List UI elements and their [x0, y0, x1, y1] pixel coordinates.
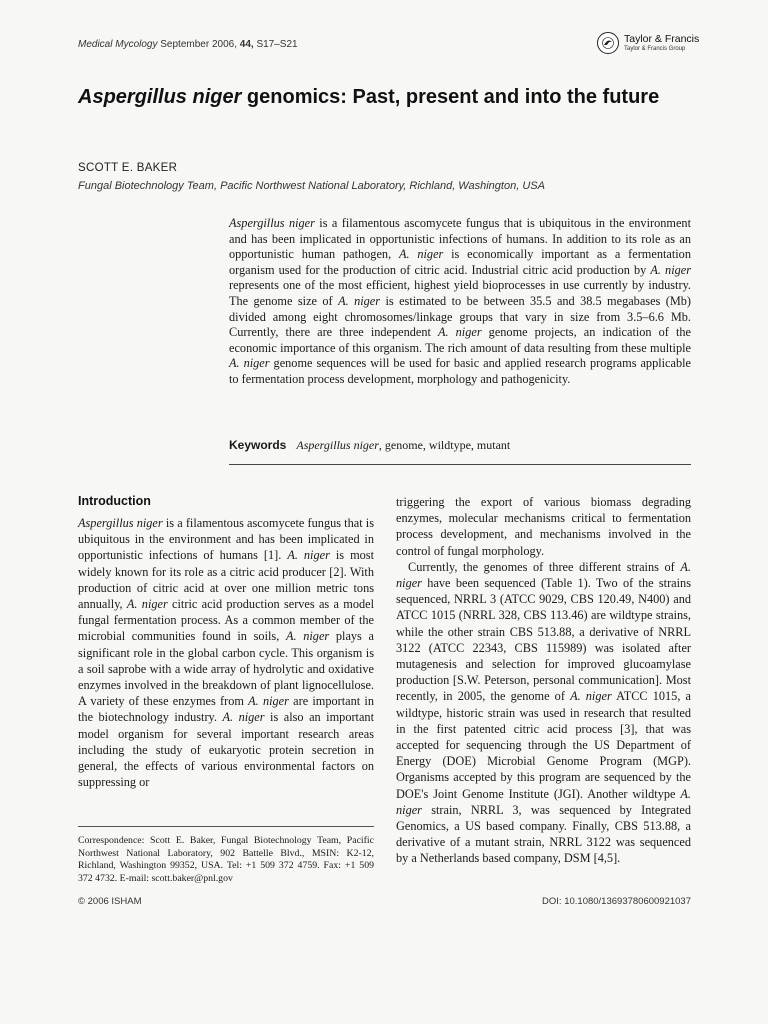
doi-link[interactable]: DOI: 10.1080/13693780600921037 — [542, 896, 691, 907]
title-rest: genomics: Past, present and into the future — [241, 86, 660, 108]
keyword-list: , genome, wildtype, mutant — [378, 438, 511, 452]
body-text: ATCC 1015, a wildtype, historic strain was used in research that resulted in the first patented citric acid process [3], that was accepted for sequencing through the US Department of Energy (DOE) Microbial Genome Program (MGP). Organisms accepted by this program are sequenced by the DOE's Joint Genome Institute (JGI). Another wildtype — [396, 689, 691, 801]
abstract-text: is estimated to be between 35.5 and 38.5 megabases (Mb) divided among eight chromosomes/linkage groups that vary in size from 3.5–6.6 Mb. Currently, there are three independent — [229, 293, 691, 340]
right-column — [396, 494, 691, 867]
keywords — [229, 438, 691, 453]
species-name: A. niger — [287, 548, 330, 563]
author-name: SCOTT E. BAKER — [78, 162, 178, 174]
journal-citation — [78, 39, 298, 50]
abstract — [229, 216, 691, 388]
body-text: is most widely known for its role as a citric acid producer [2]. With production of citric acid at over one million metric tons annually, — [78, 548, 374, 612]
author-affiliation: Fungal Biotechnology Team, Pacific Northwest National Laboratory, Richland, Washington, USA — [78, 180, 545, 192]
footnote-divider — [78, 826, 374, 827]
body-text: citric acid production serves as a model fungal fermentation process. As a common member of the microbial communities found in soils, — [78, 597, 374, 644]
keyword-species: Aspergillus niger — [296, 438, 379, 452]
body-text: Currently, the genomes of three different strains of — [408, 559, 681, 574]
species-name: A. niger — [222, 710, 265, 725]
abstract-species: A. niger — [650, 262, 692, 277]
title-species: Aspergillus niger — [78, 86, 242, 108]
body-text: is a filamentous ascomycete fungus that is ubiquitous in the environment and has been implicated in opportunistic infections of humans [1]. — [78, 516, 374, 563]
abstract-species: A. niger — [398, 247, 444, 262]
copyright-notice: © 2006 ISHAM — [78, 896, 142, 907]
abstract-divider — [229, 464, 691, 465]
abstract-text: genome sequences will be used for basic and applied research programs applicable to fermentation process development, morphology and pathogenicity. — [229, 356, 692, 386]
body-text: plays a significant role in the global carbon cycle. This organism is a soil saprobe with a wide array of hydrolytic and oxidative enzymes involved in the breakdown of plant lignocellulose. A variety of these enzymes from — [78, 629, 374, 709]
abstract-species: A. niger — [229, 356, 270, 371]
body-text: are important in the biotechnology industry. — [78, 694, 374, 725]
publisher-emblem-icon — [597, 32, 619, 54]
abstract-text: is a filamentous ascomycete fungus that is ubiquitous in the environment and has been implicated in opportunistic infections of humans. In addition to its role as an opportunistic human pathogen, — [229, 216, 691, 262]
abstract-species: A. niger — [338, 293, 381, 308]
issue-date: September 2006, — [160, 39, 237, 50]
section-heading-introduction: Introduction — [78, 494, 151, 508]
page-range: S17–S21 — [256, 39, 298, 50]
species-name: A. niger — [285, 629, 330, 644]
publisher-logo-block — [597, 32, 699, 54]
correspondence-footnote: Correspondence: Scott E. Baker, Fungal Biotechnology Team, Pacific Northwest National Laboratory, 902 Battelle Blvd., MSIN: K2-12, Richland, Washington 99352, USA. Tel: +1 509 372 4759. Fax: +1 509 372 4732. E-mail: scott.baker@pnl.gov — [78, 835, 374, 884]
left-column — [78, 494, 374, 790]
publisher-name: Taylor & Francis — [624, 33, 700, 46]
abstract-text: is economically important as a fermentation organism used for the production of citric acid. Industrial citric acid production by — [229, 247, 691, 277]
body-text: is also an important model organism for several important research areas including the study of eukaryotic protein secretion in general, the effects of various environmental factors on suppressing or — [78, 710, 374, 790]
publisher-group: Taylor & Francis Group — [624, 45, 686, 52]
abstract-text: genome projects, an indication of the economic importance of this organism. The rich amount of data resulting from these multiple — [229, 325, 691, 355]
continued-paragraph: triggering the export of various biomass degrading enzymes, molecular mechanisms critical to fermentation process development, and mechanisms involved in the control of fungal morphology. — [396, 495, 691, 558]
journal-name: Medical Mycology — [78, 39, 158, 50]
volume-number: 44, — [239, 39, 254, 50]
abstract-species: A. niger — [438, 325, 482, 340]
page-title — [78, 84, 678, 111]
abstract-species: Aspergillus niger — [229, 216, 315, 230]
species-name: A. niger — [396, 786, 691, 817]
body-text: strain, NRRL 3, was sequenced by Integrated Genomics, a US based company. Finally, CBS 513.88, a derivative of a mutant strain, NRRL 3122 was sequenced by a Netherlands based company, DSM [4,5]. — [396, 802, 691, 866]
genomes-paragraph — [396, 559, 691, 867]
intro-paragraph — [78, 515, 374, 790]
species-name: Aspergillus niger — [78, 516, 163, 530]
species-name: A. niger — [570, 689, 612, 704]
species-name: A. niger — [248, 694, 289, 709]
species-name: A. niger — [396, 559, 691, 591]
abstract-text: represents one of the most efficient, highest yield bioprocesses in use currently by industry. The genome size of — [229, 278, 691, 308]
body-text: have been sequenced (Table 1). Two of the strains sequenced, NRRL 3 (ATCC 9029, CBS 120.49, N400) and ATCC 1015 (NRRL 328, CBS 113.46) are wildtype strains, while the other strain CBS 513.88, a derivative of NRRL 3122 (ATCC 22343, CBS 115989) was isolated after mutagenesis and selection for improved glucoamylase production [S.W. Peterson, personal communication]. Most recently, in 2005, the genome of — [396, 576, 691, 704]
keywords-label: Keywords — [229, 438, 287, 452]
species-name: A. niger — [126, 597, 168, 612]
